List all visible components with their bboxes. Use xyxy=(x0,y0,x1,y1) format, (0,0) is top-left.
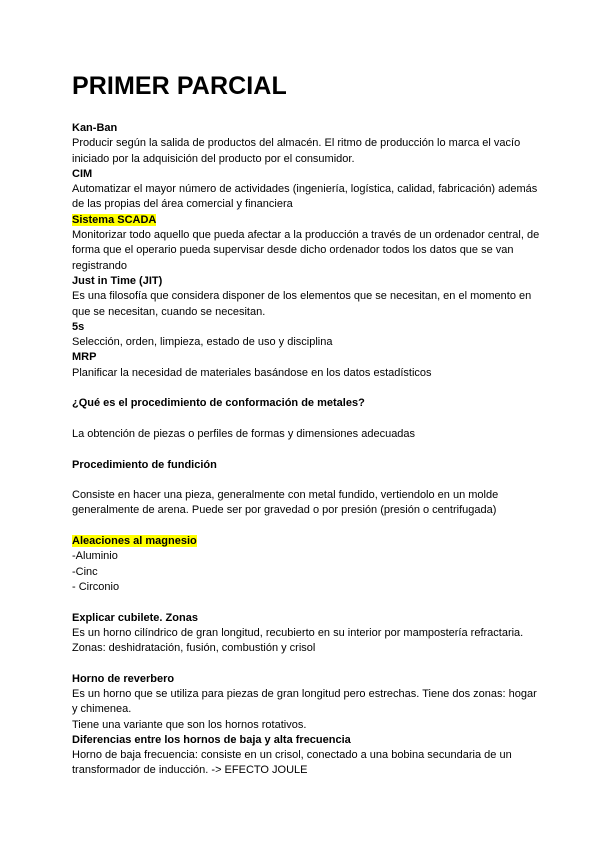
diferencias-text: Horno de baja frecuencia: consiste en un crisol, conectado a una bobina secundaria de un transformador de inducción. -> EFECTO JOULE xyxy=(72,749,512,777)
cim-text: Automatizar el mayor número de actividades (ingeniería, logística, calidad, fabricación) además de las propias del área comercial y financiera xyxy=(72,183,538,211)
five-s-heading: 5s xyxy=(72,320,85,333)
fundicion-text: Consiste en hacer una pieza, generalmente con metal fundido, vertiendolo en un molde generalmente de arena. Puede ser por gravedad o por presión (presión o centrifugada) xyxy=(72,489,499,517)
scada-heading: Sistema SCADA xyxy=(72,213,157,226)
page-title: PRIMER PARCIAL xyxy=(72,72,287,100)
scada-text: Monitorizar todo aquello que pueda afectar a la producción a través de un ordenador central, de forma que el operario pueda supervisar desde dicho ordenador todos los datos que se van registrando xyxy=(72,229,540,272)
reverbero-heading: Horno de reverbero xyxy=(72,672,175,685)
mrp-text: Planificar la necesidad de materiales basándose en los datos estadísticos xyxy=(72,366,432,379)
magnesio-heading: Aleaciones al magnesio xyxy=(72,535,197,548)
reverbero-variante: Tiene una variante que son los hornos rotativos. xyxy=(72,718,307,731)
kanban-text: Producir según la salida de productos del almacén. El ritmo de producción lo marca el vacío iniciado por la adquisición del producto por el consumidor. xyxy=(72,137,521,165)
reverbero-text: Es un horno que se utiliza para piezas de gran longitud pero estrechas. Tiene dos zonas: hogar y chimenea. xyxy=(72,687,537,716)
cim-heading: CIM xyxy=(72,167,93,180)
document-body xyxy=(72,121,542,779)
cubilete-zonas: Zonas: deshidratación, fusión, combustión y crisol xyxy=(72,642,316,655)
mrp-heading: MRP xyxy=(72,351,97,364)
conformacion-heading: ¿Qué es el procedimiento de conformación de metales? xyxy=(72,397,365,410)
diferencias-heading: Diferencias entre los hornos de baja y alta frecuencia xyxy=(72,733,351,746)
jit-heading: Just in Time (JIT) xyxy=(72,274,163,287)
cubilete-text: Es un horno cilíndrico de gran longitud, recubierto en su interior por mampostería refractaria. xyxy=(72,626,524,639)
cubilete-heading: Explicar cubilete. Zonas xyxy=(72,611,198,624)
five-s-text: Selección, orden, limpieza, estado de uso y disciplina xyxy=(72,336,333,349)
kanban-heading: Kan-Ban xyxy=(72,122,118,134)
conformacion-text: La obtención de piezas o perfiles de formas y dimensiones adecuadas xyxy=(72,427,416,440)
magnesio-item: -Aluminio xyxy=(72,550,118,563)
magnesio-item: -Cinc xyxy=(72,565,98,578)
jit-text: Es una filosofía que considera disponer de los elementos que se necesitan, en el momento en que se necesitan, cuando se necesitan. xyxy=(72,290,532,318)
fundicion-heading: Procedimiento de fundición xyxy=(72,458,217,471)
magnesio-item: - Circonio xyxy=(72,580,120,593)
